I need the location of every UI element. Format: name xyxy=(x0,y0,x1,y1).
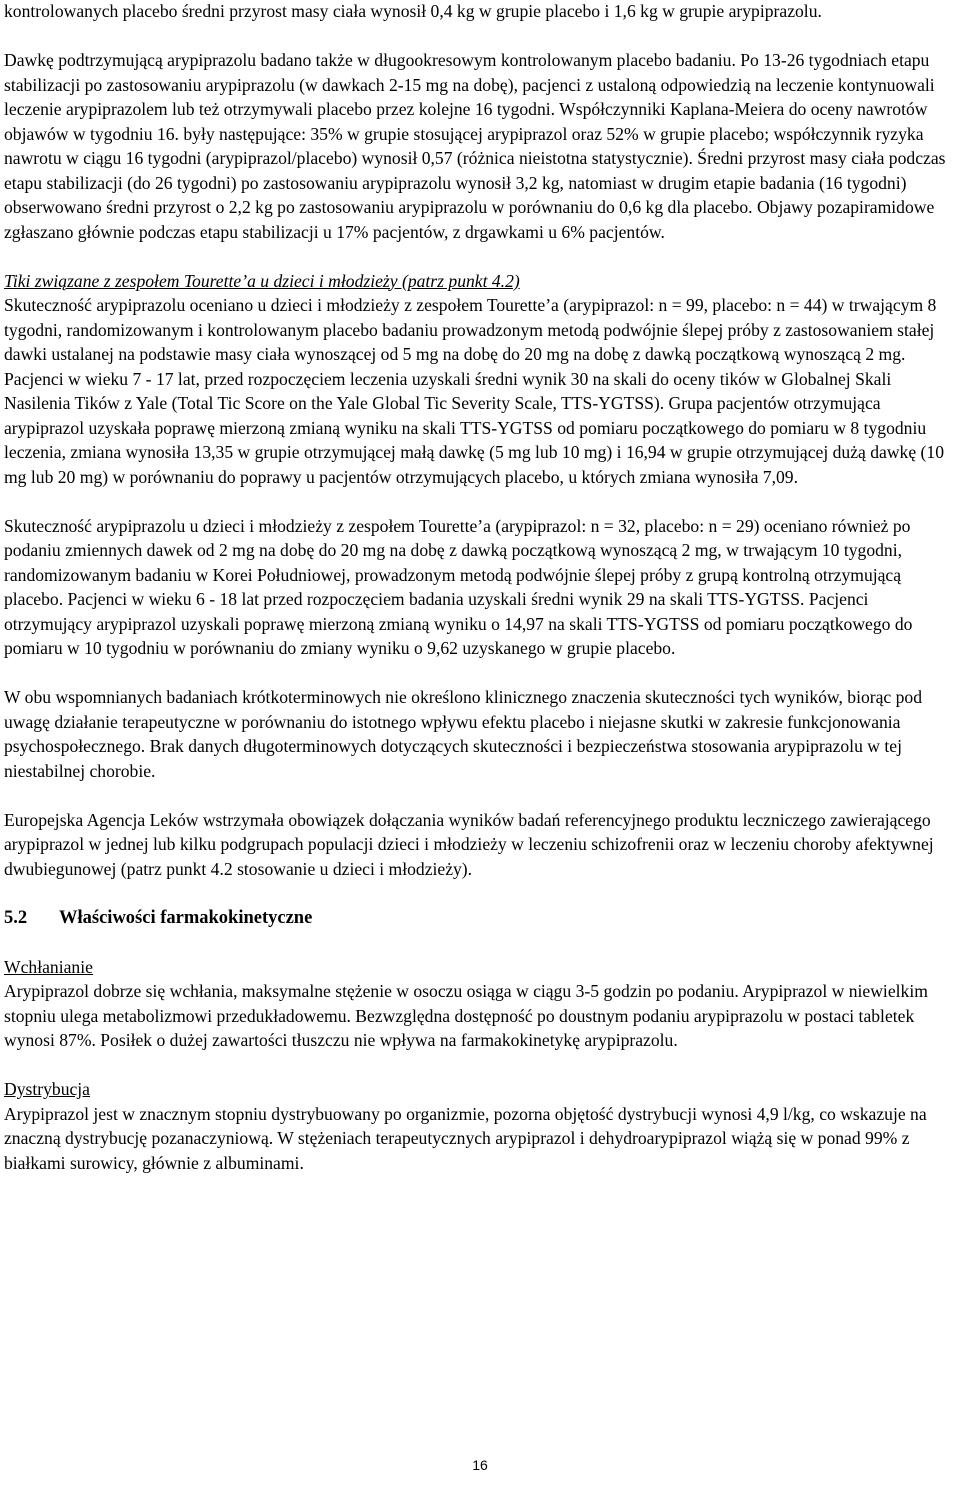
paragraph-clinical-significance: W obu wspomnianych badaniach krótkoterminowych nie określono klinicznego znaczenia skuteczności tych wyników, biorąc pod uwagę działanie terapeutyczne w porównaniu do istotnego wpływu efektu placebo i niejasne skutki w zakresie funkcjonowania psychospołecznego. Brak danych długoterminowych dotyczących skuteczności i bezpieczeństwa stosowania arypiprazolu w tej niestabilnej chorobie. xyxy=(4,687,923,781)
page-content xyxy=(4,0,954,1200)
paragraph-weight-gain-end: kontrolowanych placebo średni przyrost masy ciała wynosił 0,4 kg w grupie placebo i 1,6 kg w grupie arypiprazolu. xyxy=(4,1,822,21)
section-number: 5.2 xyxy=(4,907,28,928)
paragraph-tourette-study-1: Skuteczność arypiprazolu oceniano u dzieci i młodzieży z zespołem Tourette’a (arypiprazol: n = 99, placebo: n = 44) w trwającym 8 tygodni, randomizowanym i kontrolowanym placebo badaniu prowadzonym metodą podwójnie ślepej próby z zastosowaniem stałej dawki ustalanej na podstawie masy ciała wynoszącej od 5 mg na dobę do 20 mg na dobę z dawką początkową wynoszącą 2 mg. Pacjenci w wieku 7 - 17 lat, przed rozpoczęciem leczenia uzyskali średni wynik 30 na skali do oceny tików w Globalnej Skali Nasilenia Tików z Yale (Total Tic Score on the Yale Global Tic Severity Scale, TTS-YGTSS). Grupa pacjentów otrzymująca arypiprazol uzyskała poprawę mierzoną zmianą wyniku na skali TTS-YGTSS od pomiaru początkowego do pomiaru w 8 tygodniu leczenia, zmiana wynosiła 13,35 w grupie otrzymującej małą dawkę (5 mg lub 10 mg) i 16,94 w grupie otrzymującej dużą dawkę (10 mg lub 20 mg) w porównaniu do poprawy u pacjentów otrzymujących placebo, u których zmiana wynosiła 7,09. xyxy=(4,295,944,487)
paragraph-absorption: Arypiprazol dobrze się wchłania, maksymalne stężenie w osoczu osiąga w ciągu 3-5 godzin po podaniu. Arypiprazol w niewielkim stopniu ulega metabolizmowi przedukładowemu. Bezwzględna dostępność po doustnym podaniu arypiprazolu w postaci tabletek wynosi 87%. Posiłek o dużej zawartości tłuszczu nie wpływa na farmakokinetykę arypiprazolu. xyxy=(4,981,928,1050)
section-heading xyxy=(4,906,954,931)
paragraph-ema-waiver: Europejska Agencja Leków wstrzymała obowiązek dołączania wyników badań referencyjnego produktu leczniczego zawierającego arypiprazol w jednej lub kilku podgrupach populacji dzieci i młodzieży w leczeniu schizofrenii oraz w leczeniu choroby afektywnej dwubiegunowej (patrz punkt 4.2 stosowanie u dzieci i młodzieży). xyxy=(4,809,934,879)
tourette-subheading: Tiki związane z zespołem Tourette’a u dzieci i młodzieży (patrz punkt 4.2) xyxy=(4,270,520,291)
paragraph-tourette-study-2: Skuteczność arypiprazolu u dzieci i młodzieży z zespołem Tourette’a (arypiprazol: n = 32, placebo: n = 29) oceniano również po podaniu zmiennych dawek od 2 mg na dobę do 20 mg na dobę z dawką początkową wynoszącą 2 mg, w trwającym 10 tygodni, randomizowanym badaniu w Korei Południowej, prowadzonym metodą podwójnie ślepej próby z grupą kontrolną otrzymującą placebo. Pacjenci w wieku 6 - 18 lat przed rozpoczęciem badania uzyskali średni wynik 29 na skali TTS-YGTSS. Pacjenci otrzymujący arypiprazol uzyskali poprawę mierzoną zmianą wyniku o 14,97 na skali TTS-YGTSS od pomiaru początkowego do pomiaru w 10 tygodniu w porównaniu do zmiany wyniku o 9,62 uzyskanego w grupie placebo. xyxy=(4,515,913,658)
distribution-subheading: Dystrybucja xyxy=(4,1079,90,1099)
page-number: 16 xyxy=(472,1457,488,1473)
paragraph-maintenance-study: Dawkę podtrzymującą arypiprazolu badano także w długookresowym kontrolowanym placebo badaniu. Po 13-26 tygodniach etapu stabilizacji po zastosowaniu arypiprazolu (w dawkach 2-15 mg na dobę), pacjenci z ustaloną odpowiedzią na leczenie kontynuowali leczenie arypiprazolem lub też otrzymywali placebo przez kolejne 16 tygodni. Współczynniki Kaplana-Meiera do oceny nawrotów objawów w tygodniu 16. były następujące: 35% w grupie stosującej arypiprazol oraz 52% w grupie placebo; współczynnik ryzyka nawrotu w ciągu 16 tygodni (arypiprazol/placebo) wynosił 0,57 (różnica nieistotna statystycznie). Średni przyrost masy ciała podczas etapu stabilizacji (do 26 tygodni) po zastosowaniu arypiprazolu wynosił 3,2 kg, natomiast w drugim etapie badania (16 tygodni) obserwowano średni przyrost o 2,2 kg po zastosowaniu arypiprazolu w porównaniu do 0,6 kg dla placebo. Objawy pozapiramidowe zgłaszano głównie podczas etapu stabilizacji u 17% pacjentów, z drgawkami u 6% pacjentów. xyxy=(4,50,946,242)
absorption-subheading: Wchłanianie xyxy=(4,956,93,977)
paragraph-distribution: Arypiprazol jest w znacznym stopniu dystrybuowany po organizmie, pozorna objętość dystrybucji wynosi 4,9 l/kg, co wskazuje na znaczną dystrybucję pozanaczyniową. W stężeniach terapeutycznych arypiprazol i dehydroarypiprazol wiążą się w ponad 99% z białkami surowicy, głównie z albuminami. xyxy=(4,1103,927,1173)
section-title: Właściwości farmakokinetyczne xyxy=(59,907,313,928)
